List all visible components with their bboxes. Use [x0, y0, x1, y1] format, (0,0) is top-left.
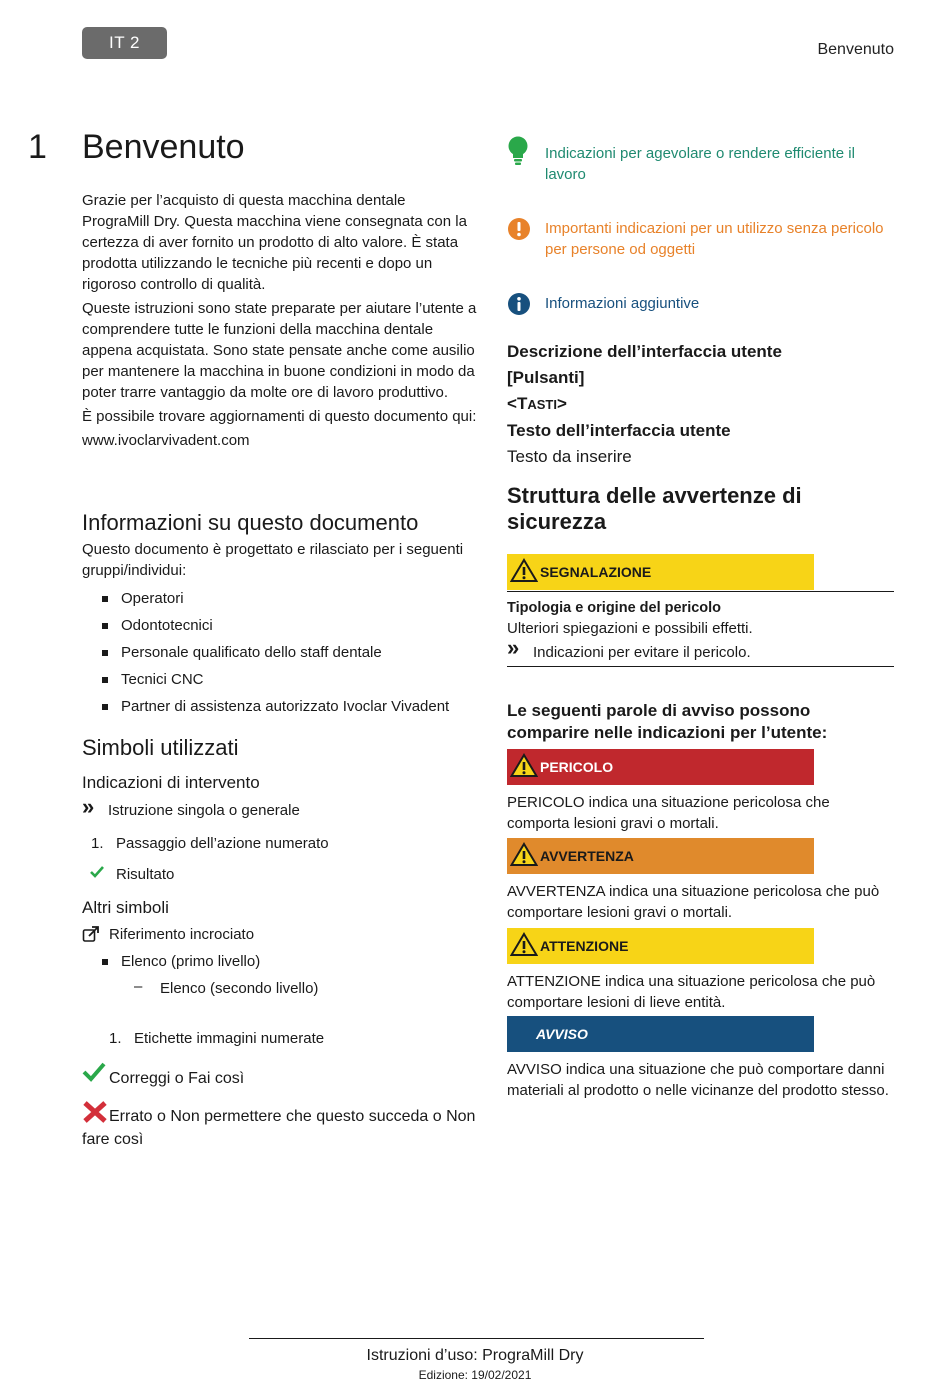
correct-text: Correggi o Fai così — [109, 1070, 245, 1087]
document-info-heading: Informazioni su questo documento — [82, 510, 419, 535]
running-header: Benvenuto — [817, 41, 894, 58]
exclamation-icon — [507, 217, 545, 247]
bullet-icon — [102, 704, 108, 710]
chapter-number: 1 — [28, 128, 47, 166]
sample-warning-box — [507, 554, 894, 667]
second-level-list-text: Elenco (secondo livello) — [160, 980, 319, 997]
document-info-text: Questo documento è progettato e rilasciato per i seguenti gruppi/individui: — [82, 541, 464, 579]
ui-text-label: Testo dell’interfaccia utente — [507, 421, 731, 440]
input-text-label: Testo da inserire — [507, 447, 632, 466]
avoid-row — [507, 635, 894, 666]
bullet-icon — [102, 623, 108, 629]
wrong-row — [82, 1100, 477, 1151]
bullet-icon — [102, 959, 108, 965]
intro-section — [82, 190, 477, 454]
warning-triangle-icon — [510, 753, 538, 781]
audience-list — [82, 585, 477, 720]
symbols-heading: Simboli utilizzati — [82, 735, 239, 760]
intro-paragraph-2: Queste istruzioni sono state preparate per aiutare l’utente a comprendere tutte le funzioni della macchina dentale appena acquistata. Sono state pensate anche come ausilio per mantenere la macchina in buone condizioni in modo da poter trarre vantaggio da molte ore di lavoro produttivo. — [82, 300, 477, 401]
caution-label: ATTENZIONE — [540, 938, 629, 954]
notice-description: AVVISO indica una situazione che può comportare danni materiali al prodotto o nelle vicinanze del prodotto stesso. — [507, 1061, 889, 1099]
red-cross-icon — [82, 1100, 108, 1131]
warning-banner — [507, 838, 814, 874]
keys-label: <TASTI> — [507, 394, 567, 413]
numbered-step-text: Passaggio dell’azione numerato — [116, 835, 329, 852]
caution-block — [507, 928, 894, 1013]
double-chevron-icon: » — [507, 635, 520, 660]
website-url: www.ivoclarvivadent.com — [82, 432, 250, 449]
danger-description: PERICOLO indica una situazione pericolosa che comporta lesioni gravi o mortali. — [507, 794, 830, 832]
list-item: Odontotecnici — [82, 612, 477, 639]
intro-paragraph-3: È possibile trovare aggiornamenti di questo documento qui: — [82, 408, 477, 425]
list-item: Tecnici CNC — [82, 666, 477, 693]
list-item: Personale qualificato dello staff dentale — [82, 639, 477, 666]
ui-description-label: Descrizione dell’interfaccia utente — [507, 342, 782, 361]
step-number: 1. — [91, 835, 104, 852]
warning-label: AVVERTENZA — [540, 848, 634, 864]
external-link-icon — [82, 926, 100, 949]
ui-conventions — [507, 339, 782, 470]
warning-description: AVVERTENZA indica una situazione pericolosa che può comportare lesioni gravi o mortali. — [507, 883, 880, 921]
bullet-icon — [102, 596, 108, 602]
image-label-text: Etichette immagini numerate — [134, 1030, 325, 1047]
safety-heading: Struttura delle avvertenze di sicurezza — [507, 483, 802, 534]
danger-banner — [507, 749, 814, 785]
first-level-list-text: Elenco (primo livello) — [121, 953, 261, 970]
bullet-icon — [102, 677, 108, 683]
footer-divider — [249, 1338, 704, 1339]
tip-info — [507, 292, 894, 322]
cross-reference-text: Riferimento incrociato — [109, 926, 255, 943]
info-icon — [507, 292, 545, 322]
hazard-type-text: Tipologia e origine del pericolo — [507, 600, 722, 616]
document-info-section — [82, 510, 477, 720]
danger-block — [507, 749, 894, 834]
warning-block — [507, 838, 894, 923]
caution-banner — [507, 928, 814, 964]
double-chevron-icon: » — [82, 794, 95, 819]
list-item: Partner di assistenza autorizzato Ivoclar Vivadent — [82, 693, 477, 720]
footer-title: Istruzioni d’uso: PrograMill Dry — [366, 1347, 584, 1364]
page-tab: IT 2 — [82, 27, 167, 59]
chapter-title: Benvenuto — [82, 128, 245, 166]
dash-icon: – — [134, 978, 143, 995]
signal-words-intro: Le seguenti parole di avviso possono comparire nelle indicazioni per l’utente: — [507, 701, 828, 742]
warning-triangle-icon — [510, 558, 538, 586]
result-text: Risultato — [116, 866, 175, 883]
lightbulb-icon — [507, 136, 545, 172]
tip-important — [507, 217, 894, 260]
sample-warning-label: SEGNALAZIONE — [540, 564, 652, 580]
big-checkmark-icon — [82, 1062, 106, 1089]
list-item: Operatori — [82, 585, 477, 612]
notice-label: AVVISO — [536, 1026, 588, 1042]
warning-triangle-icon — [510, 932, 538, 960]
important-text: Importanti indicazioni per un utilizzo senza pericolo per persone od oggetti — [545, 220, 884, 258]
caution-description: ATTENZIONE indica una situazione pericolosa che può comportare lesioni di lieve entità. — [507, 973, 876, 1011]
symbols-section — [82, 735, 477, 761]
checkmark-icon — [90, 864, 104, 885]
other-symbols-heading: Altri simboli — [82, 898, 169, 917]
buttons-label: [Pulsanti] — [507, 368, 585, 387]
image-label-number: 1. — [109, 1030, 122, 1047]
action-heading-text: Indicazioni di intervento — [82, 773, 260, 792]
notice-banner — [507, 1016, 814, 1052]
notice-block — [507, 1016, 894, 1101]
sample-warning-banner — [507, 554, 814, 590]
footer-edition: Edizione: 19/02/2021 — [418, 1368, 532, 1382]
further-info-text: Ulteriori spiegazioni e possibili effetti. — [507, 620, 753, 637]
bullet-icon — [102, 650, 108, 656]
danger-label: PERICOLO — [540, 759, 614, 775]
avoid-text: Indicazioni per evitare il pericolo. — [533, 644, 751, 661]
warning-triangle-icon — [510, 842, 538, 870]
tip-text: Indicazioni per agevolare o rendere efficiente il lavoro — [545, 145, 855, 183]
wrong-text: Errato o Non permettere che questo succeda o Non fare così — [82, 1108, 476, 1148]
intro-paragraph-1: Grazie per l’acquisto di questa macchina dentale PrograMill Dry. Questa macchina viene consegnata con la certezza di aver fornito un prodotto di alto valore. È stata prodotta utilizzando le tecniche più recenti e dopo un rigoroso controllo di qualità. — [82, 192, 467, 293]
info-text: Informazioni aggiuntive — [545, 295, 700, 312]
tip-lightbulb — [507, 136, 894, 185]
single-instruction-text: Istruzione singola o generale — [108, 802, 300, 819]
